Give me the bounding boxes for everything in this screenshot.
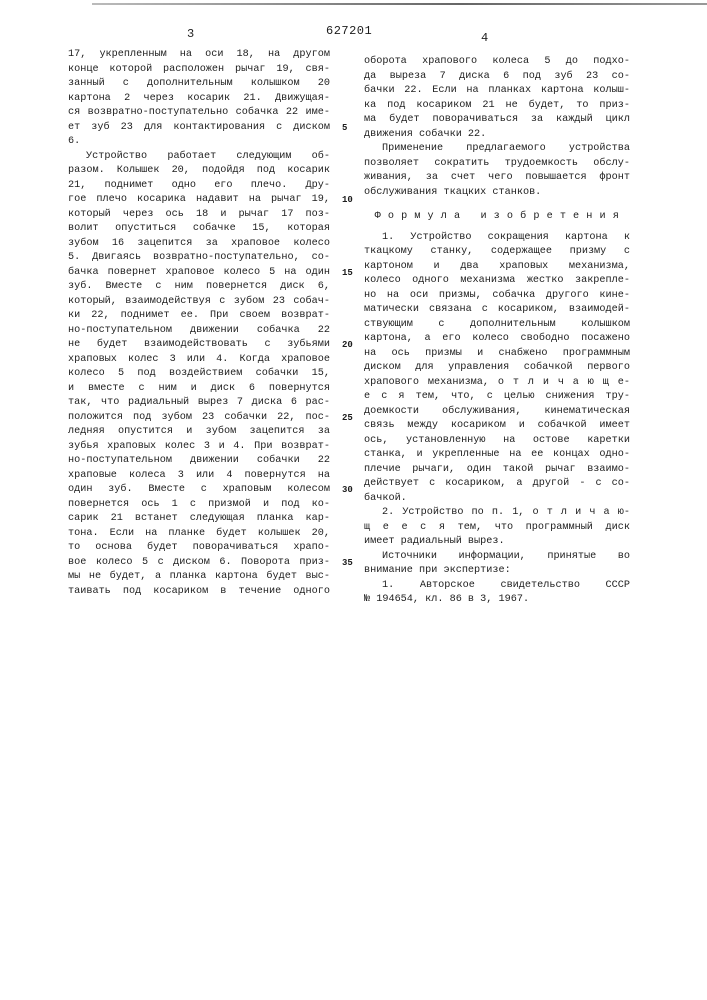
- text-line: сарик 21 встанет следующая планка кар-: [68, 512, 330, 527]
- right-column-text: [364, 55, 630, 608]
- text-line: да выреза 7 диска 6 под зуб 23 со-: [364, 70, 630, 85]
- text-line: 17, укрепленным на оси 18, на другом: [68, 48, 330, 63]
- text-line: волит опуститься собачке 15, которая: [68, 222, 330, 237]
- text-line: зубья храповых колес 3 и 4. При возврат-: [68, 440, 330, 455]
- text-line: гое плечо косарика надавит на рычаг 19,: [68, 193, 330, 208]
- text-line: ся возвратно-поступательно собачка 22 име-: [68, 106, 330, 121]
- text-line: ледняя опустится и зубом зацепится за: [68, 425, 330, 440]
- text-line: 2. Устройство по п. 1, о т л и ч а ю-: [364, 506, 630, 521]
- text-line: движения собачки 22.: [364, 128, 630, 143]
- text-line: ткацкому станку, содержащее призму с: [364, 245, 630, 260]
- text-line: зуб. Вместе с ним повернется диск 6,: [68, 280, 330, 295]
- left-paragraph: [68, 150, 330, 600]
- text-line: тона. Если на планке будет колышек 20,: [68, 527, 330, 542]
- text-line: станка, и укрепленные на ее концах одно-: [364, 448, 630, 463]
- text-line: 1. Авторское свидетельство СССР: [364, 579, 630, 594]
- text-line: ка под косариком 21 не будет, то приз-: [364, 99, 630, 114]
- text-line: разом. Колышек 20, подойдя под косарик: [68, 164, 330, 179]
- text-line: один зуб. Вместе с храповым колесом: [68, 483, 330, 498]
- text-line: живания, за счет чего повышается фронт: [364, 171, 630, 186]
- text-line: бачки 22. Если на планках картона колыш-: [364, 84, 630, 99]
- line-number: 5: [342, 123, 347, 133]
- line-number: 15: [342, 268, 353, 278]
- text-line: Источники информации, принятые во: [364, 550, 630, 565]
- claim-paragraph: [364, 506, 630, 550]
- description-paragraph: [364, 55, 630, 142]
- text-line: № 194654, кл. 86 в 3, 1967.: [364, 593, 630, 608]
- claim-paragraph: [364, 550, 630, 579]
- text-line: щ е е с я тем, что программный диск: [364, 521, 630, 536]
- patent-number: 627201: [326, 24, 372, 38]
- text-line: но-поступательном движении собачки 22: [68, 454, 330, 469]
- text-line: бачкой.: [364, 492, 630, 507]
- text-line: храповые колеса 3 или 4 повернутся на: [68, 469, 330, 484]
- text-line: картона 2 через косарик 21. Движущая-: [68, 92, 330, 107]
- line-number: 30: [342, 485, 353, 495]
- line-number: 25: [342, 413, 353, 423]
- text-line: который через ось 18 и рычаг 17 поз-: [68, 208, 330, 223]
- text-line: мы не будет, а планка картона будет выс-: [68, 570, 330, 585]
- text-line: то основа будет поворачиваться храпо-: [68, 541, 330, 556]
- text-line: Устройство работает следующим об-: [68, 150, 330, 165]
- text-line: и вместе с ним и диск 6 повернутся: [68, 382, 330, 397]
- claims-heading: Ф о р м у л а и з о б р е т е н и я: [364, 210, 630, 225]
- text-line: таивать под косариком в течение одного: [68, 585, 330, 600]
- text-line: вое колесо 5 с диском 6. Поворота приз-: [68, 556, 330, 571]
- text-line: внимание при экспертизе:: [364, 564, 630, 579]
- text-line: но-поступательном движении собачка 22: [68, 324, 330, 339]
- text-line: 5. Двигаясь возвратно-поступательно, со-: [68, 251, 330, 266]
- text-line: диском для управления собачкой первого: [364, 361, 630, 376]
- text-line: ки 22, поднимет ее. При своем возврат-: [68, 309, 330, 324]
- text-line: картоном и два храповых механизма,: [364, 260, 630, 275]
- text-line: храповых колес 3 или 4. Когда храповое: [68, 353, 330, 368]
- text-line: ма будет поворачиваться за каждый цикл: [364, 113, 630, 128]
- text-line: конце которой расположен рычаг 19, свя-: [68, 63, 330, 78]
- text-line: повернется ось 1 с призмой и под ко-: [68, 498, 330, 513]
- line-number: 20: [342, 340, 353, 350]
- text-line: ет зуб 23 для контактирования с диском: [68, 121, 330, 136]
- page-number-right: 4: [481, 31, 488, 45]
- claims-section: [364, 231, 630, 608]
- text-line: занный с дополнительным колышком 20: [68, 77, 330, 92]
- description-end: [364, 55, 630, 200]
- text-line: позволяет сократить трудоемкость обслу-: [364, 157, 630, 172]
- text-line: бачка повернет храповое колесо 5 на один: [68, 266, 330, 281]
- text-line: ось, установленную на остове каретки: [364, 434, 630, 449]
- text-line: действует с косариком, а другой - с со-: [364, 477, 630, 492]
- claim-paragraph: [364, 231, 630, 507]
- text-line: но на оси призмы, собачка другого кине-: [364, 289, 630, 304]
- text-line: оборота храпового колеса 5 до подхо-: [364, 55, 630, 70]
- text-line: не будет взаимодействовать с зубьями: [68, 338, 330, 353]
- text-line: 21, поднимет одно его плечо. Дру-: [68, 179, 330, 194]
- text-line: матически связана с косариком, взаимодей-: [364, 303, 630, 318]
- text-line: 6.: [68, 135, 330, 150]
- page-number-left: 3: [187, 27, 194, 41]
- left-column-text: [68, 48, 330, 599]
- claim-paragraph: [364, 579, 630, 608]
- text-line: который, взаимодействуя с зубом 23 собач-: [68, 295, 330, 310]
- text-line: колесо 5 под воздействием собачки 15,: [68, 367, 330, 382]
- scan-edge-line: [92, 3, 707, 5]
- text-line: ствующим с дополнительным колышком: [364, 318, 630, 333]
- description-paragraph: [364, 142, 630, 200]
- text-line: на ось призмы и снабжено программным: [364, 347, 630, 362]
- text-line: е с я тем, что, с целью снижения тру-: [364, 390, 630, 405]
- text-line: так, что радиальный вырез 7 диска 6 рас-: [68, 396, 330, 411]
- text-line: колесо одного механизма жестко закрепле-: [364, 274, 630, 289]
- text-line: имеет радиальный вырез.: [364, 535, 630, 550]
- text-line: плечие рычаги, один такой рычаг взаимо-: [364, 463, 630, 478]
- text-line: картона, а его колесо свободно посажено: [364, 332, 630, 347]
- line-number: 10: [342, 195, 353, 205]
- text-line: связь между косариком и собачкой имеет: [364, 419, 630, 434]
- text-line: Применение предлагаемого устройства: [364, 142, 630, 157]
- text-line: храпового механизма, о т л и ч а ю щ е-: [364, 376, 630, 391]
- text-line: доемкости обслуживания, кинематическая: [364, 405, 630, 420]
- text-line: обслуживания ткацких станков.: [364, 186, 630, 201]
- text-line: 1. Устройство сокращения картона к: [364, 231, 630, 246]
- text-line: положится под зубом 23 собачки 22, пос-: [68, 411, 330, 426]
- line-number: 35: [342, 558, 353, 568]
- text-line: зубом 16 зацепится за храповое колесо: [68, 237, 330, 252]
- left-paragraph: [68, 48, 330, 150]
